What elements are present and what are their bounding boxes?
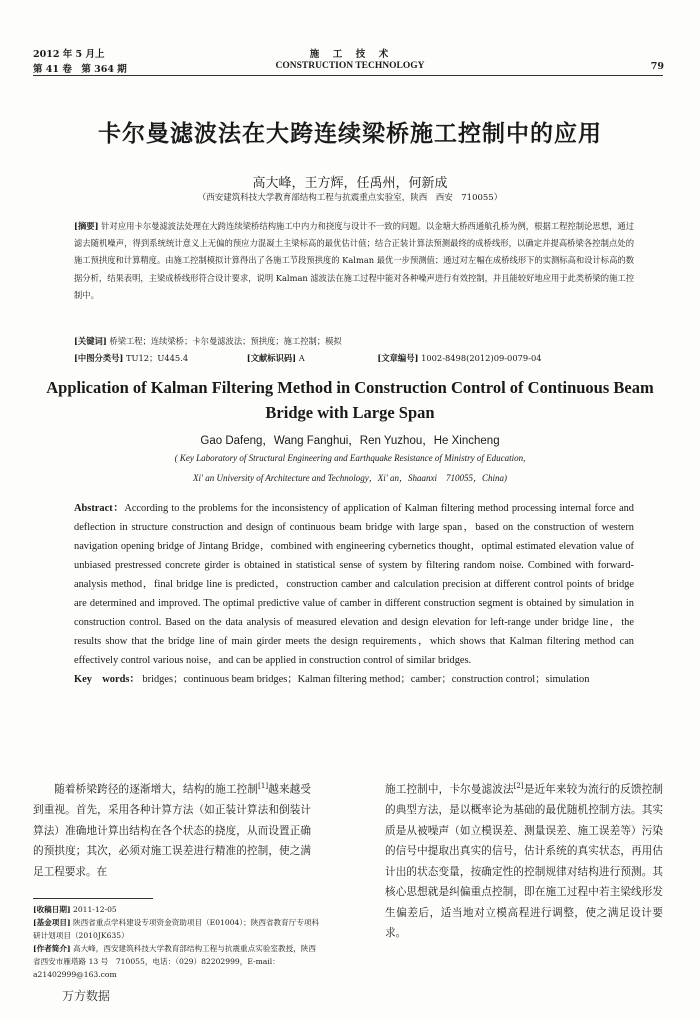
watermark-text: 万方数据 <box>62 989 111 1003</box>
article-number-label: [文章编号] <box>377 353 419 363</box>
clc-value: TU12；U445.4 <box>125 353 189 363</box>
authors-cn: 高大峰，王方辉，任禹州，何新成 <box>252 176 448 191</box>
authors-en: Gao Dafeng，Wang Fanghui，Ren Yuzhou，He Xincheng <box>200 435 500 447</box>
doc-code-label: [文献标识码] <box>246 353 297 363</box>
abstract-en-text: According to the problems for the inconsistency of application of Kalman filtering method processing internal force and deflection in structure construction and design of continuous beam bridge with large span，based on the construction of western navigation opening bridge of Jintang Bridge，combined with engineering cybernetics thought，optimal estimated elevation value of unbiased prestressed concrete girder is obtained in statistical sense of system by filtering random noise. Combined with forward-analysis method，final bridge line is predicted，construction camber and calculation precision at different control points of bridge are determined and improved. The optimal predictive value of camber in different construction segment is obtained by simulation in construction control. Based on the data analysis of measured elevation and design elevation for left-range under bridge line，the results show that the bridge line of main girder meets the design requirements，which shows that Kalman filtering method can effectively control various noise，and can be applied in construction control of similar bridges. <box>74 503 634 666</box>
doc-code-value: A <box>298 353 305 363</box>
journal-name-en: CONSTRUCTION TECHNOLOGY <box>275 61 425 71</box>
author-bio-label: [作者简介] <box>33 944 71 953</box>
body-right-text-rest: 是近年来较为流行的反馈控制的典型方法，是以概率论为基础的最优随机控制方法。其实质是从被噪声（如立模误差、测量误差、施工误差等）污染的信号中提取出真实的信号，估计系统的真实状态，再用估计出的状态变量，按确定性的控制规律对结构进行预测。其核心思想就是纠偏重点控制，即在施工过程中若主梁线形发生偏差后，适当地对立模高程进行调整，使之满足设计要求。 <box>385 783 664 940</box>
affiliation-en-line1: ( Key Laboratory of Structural Engineering and Earthquake Resistance of Ministry of Education, <box>174 453 526 463</box>
volume-issue: 第 41 卷 第 364 期 <box>33 64 127 75</box>
body-left-column <box>33 776 311 882</box>
received-label: [收稿日期] <box>33 905 71 914</box>
article-number-value: 1002-8498(2012)09-0079-04 <box>421 353 542 363</box>
journal-name-cn: 施 工 技 术 <box>309 49 391 60</box>
affiliation-cn: （西安建筑科技大学教育部结构工程与抗震重点实验室，陕西 西安 710055） <box>197 193 503 203</box>
body-left-text-rest: 越来越受到重视。首先，采用各种计算方法（如正装计算法和倒装计算法）准确地计算出结构在各个状态的挠度，从而设置正确的预拱度；其次，必须对施工误差进行精准的控制，使之满足工程要求。在 <box>33 783 312 878</box>
fund-text: 陕西省重点学科建设专项资金资助项目（E01004）；陕西省教育厅专项科研计划项目（2010JK635） <box>33 918 320 940</box>
keywords-cn-text: 桥梁工程；连续梁桥；卡尔曼滤波法；预拱度；施工控制；模拟 <box>109 336 342 346</box>
footnote-rule <box>33 898 153 899</box>
issue-date: 2012 年 5 月上 <box>33 49 105 60</box>
footnote <box>33 903 323 981</box>
abstract-cn-label: [摘要] <box>74 221 99 231</box>
keywords-en-label: Key words： <box>74 674 140 685</box>
keywords-cn-label: [关键词] <box>74 336 107 346</box>
body-left-text: 随着桥梁跨径的逐渐增大，结构的施工控制 <box>54 783 259 796</box>
clc-label: [中图分类号] <box>74 353 124 363</box>
title-en: Application of Kalman Filtering Method in Construction Control of Continuous Beam Bridge with Large Span <box>46 378 654 422</box>
body-right-column <box>385 776 663 944</box>
abstract-cn <box>74 218 634 304</box>
body-right-text: 施工控制中，卡尔曼滤波法 <box>385 783 514 796</box>
abstract-cn-text: 针对应用卡尔曼滤波法处理在大跨连续梁桥结构施工中内力和挠度与设计不一致的问题。以金塘大桥西通航孔桥为例，根据工程控制论思想，通过滤去随机噪声，得到系统统计意义上无偏的预应力混凝土主梁标高的最优估计值；结合正装计算法预测最终的成桥线形，以确定并提高桥梁各控制点处的施工预拱度和计算精度。由施工控制模拟计算得出了各施工节段预拱度的 Kalman 最优一步预测值；通过对左幅在成桥线形下的实测标高和设计标高的数据分析，结果表明，主梁成桥线形符合设计要求，说明 Kalman 滤波法在施工过程中能对各种噪声进行有效控制，并且能较好地应用于此类桥梁的施工控制中。 <box>74 221 634 300</box>
received-date: 2011-12-05 <box>72 905 117 914</box>
fund-label: [基金项目] <box>33 918 71 927</box>
classification-line <box>74 350 634 367</box>
title-cn: 卡尔曼滤波法在大跨连续梁桥施工控制中的应用 <box>98 120 602 147</box>
author-bio-text: 高大峰，西安建筑科技大学教育部结构工程与抗震重点实验室教授，陕西省西安市雁塔路 13 号 710055，电话：（029）82202999，E-mail：a21402999@163.com <box>33 944 316 979</box>
citation-2: [2] <box>513 782 524 790</box>
abstract-en-label: Abstract： <box>74 503 125 514</box>
abstract-en <box>74 499 634 689</box>
header-rule <box>33 75 663 76</box>
page-number: 79 <box>650 61 664 72</box>
keywords-en-text: bridges；continuous beam bridges；Kalman filtering method；camber；construction control；simulation <box>142 674 590 685</box>
citation-1: [1] <box>258 782 269 790</box>
affiliation-en-line2: Xi' an University of Architecture and Technology，Xi' an，Shaanxi 710055，China) <box>193 473 507 483</box>
keywords-cn <box>74 333 634 350</box>
